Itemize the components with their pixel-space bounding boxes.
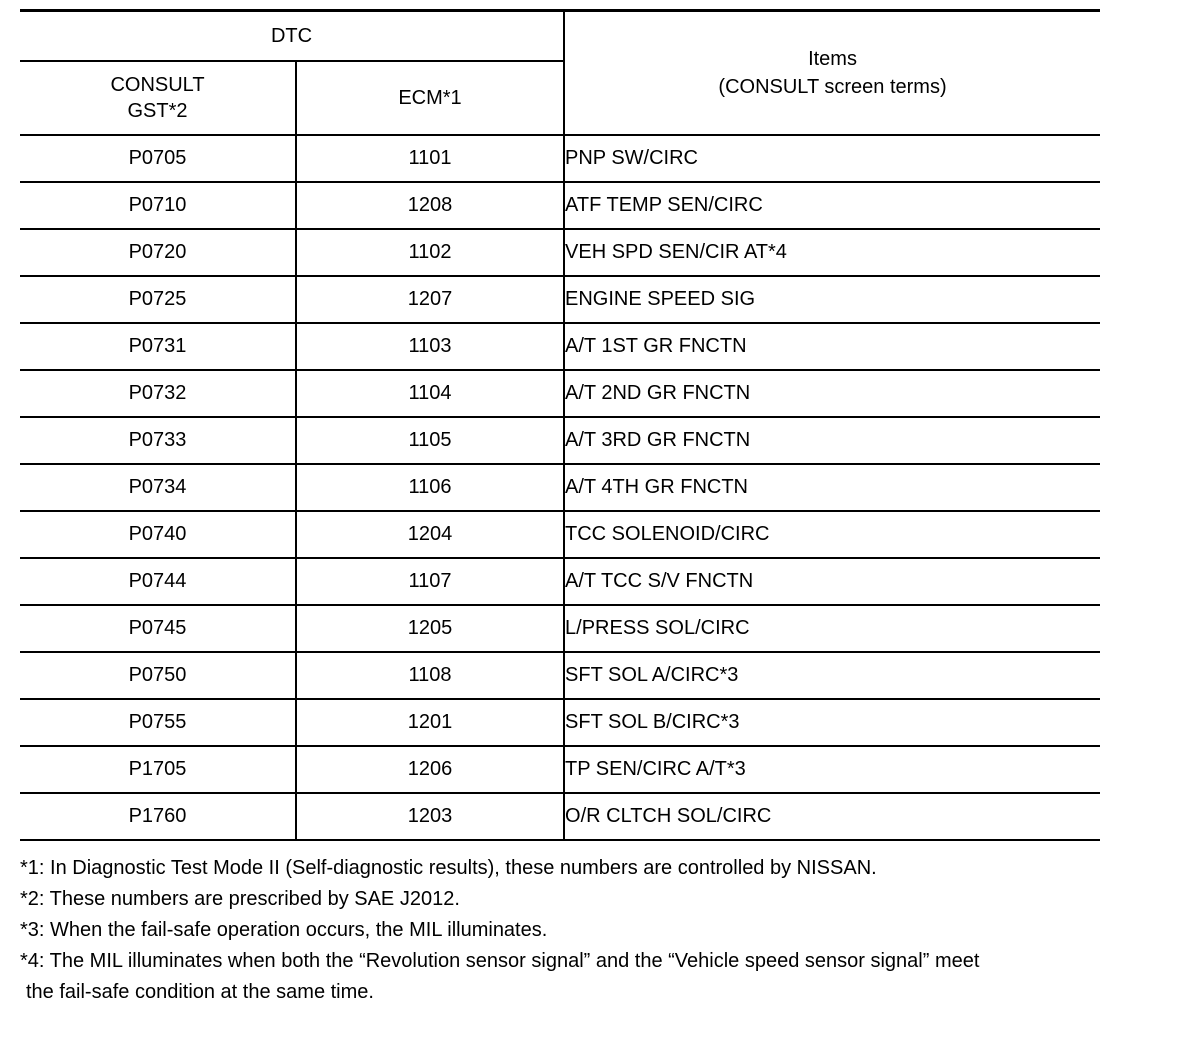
footnote-4-continued: the fail-safe condition at the same time.: [26, 981, 374, 1003]
dtc-code-cell: P0705: [20, 135, 296, 182]
table-row: [20, 323, 1100, 370]
item-cell: A/T 1ST GR FNCTN: [564, 323, 1100, 370]
item-cell: TP SEN/CIRC A/T*3: [564, 746, 1100, 793]
table-row: [20, 699, 1100, 746]
dtc-code-cell: P0734: [20, 464, 296, 511]
ecm-code-cell: 1203: [296, 793, 564, 840]
dtc-table-header: [20, 11, 1100, 136]
header-consult-gst: [20, 61, 296, 135]
header-gst: GST*2: [127, 100, 188, 122]
ecm-code-cell: 1106: [296, 464, 564, 511]
dtc-code-cell: P0731: [20, 323, 296, 370]
ecm-code-cell: 1107: [296, 558, 564, 605]
ecm-code-cell: 1205: [296, 605, 564, 652]
ecm-code-cell: 1204: [296, 511, 564, 558]
footnote-1: *1: In Diagnostic Test Mode II (Self-diagnostic results), these numbers are controlled by NISSAN.: [20, 857, 877, 879]
item-cell: A/T 2ND GR FNCTN: [564, 370, 1100, 417]
dtc-table: [20, 9, 1100, 841]
table-row: [20, 511, 1100, 558]
item-cell: PNP SW/CIRC: [564, 135, 1100, 182]
table-row: [20, 417, 1100, 464]
footnote-3: *3: When the fail-safe operation occurs, the MIL illuminates.: [20, 919, 548, 941]
ecm-code-cell: 1201: [296, 699, 564, 746]
table-row: [20, 464, 1100, 511]
ecm-code-cell: 1103: [296, 323, 564, 370]
dtc-code-cell: P0710: [20, 182, 296, 229]
item-cell: ENGINE SPEED SIG: [564, 276, 1100, 323]
dtc-code-cell: P0744: [20, 558, 296, 605]
table-row: [20, 652, 1100, 699]
ecm-code-cell: 1206: [296, 746, 564, 793]
table-row: [20, 793, 1100, 840]
dtc-code-cell: P1705: [20, 746, 296, 793]
ecm-code-cell: 1104: [296, 370, 564, 417]
dtc-code-cell: P0733: [20, 417, 296, 464]
dtc-code-cell: P0720: [20, 229, 296, 276]
ecm-code-cell: 1102: [296, 229, 564, 276]
table-row: [20, 370, 1100, 417]
item-cell: TCC SOLENOID/CIRC: [564, 511, 1100, 558]
dtc-code-cell: P0740: [20, 511, 296, 558]
ecm-code-cell: 1207: [296, 276, 564, 323]
header-items-title: Items: [808, 48, 857, 70]
ecm-code-cell: 1208: [296, 182, 564, 229]
item-cell: L/PRESS SOL/CIRC: [564, 605, 1100, 652]
dtc-code-cell: P0732: [20, 370, 296, 417]
table-row: [20, 558, 1100, 605]
item-cell: A/T TCC S/V FNCTN: [564, 558, 1100, 605]
dtc-code-cell: P0755: [20, 699, 296, 746]
footnote-2: *2: These numbers are prescribed by SAE J2012.: [20, 888, 460, 910]
item-cell: O/R CLTCH SOL/CIRC: [564, 793, 1100, 840]
ecm-code-cell: 1105: [296, 417, 564, 464]
header-consult: CONSULT: [110, 74, 205, 96]
ecm-code-cell: 1108: [296, 652, 564, 699]
item-cell: SFT SOL A/CIRC*3: [564, 652, 1100, 699]
table-row: [20, 276, 1100, 323]
dtc-code-cell: P0745: [20, 605, 296, 652]
dtc-table-body: [20, 135, 1100, 840]
footnotes: [20, 853, 1160, 1008]
table-row: [20, 229, 1100, 276]
header-items-subtitle: (CONSULT screen terms): [718, 76, 947, 98]
table-row: [20, 605, 1100, 652]
header-items: [564, 11, 1100, 136]
item-cell: SFT SOL B/CIRC*3: [564, 699, 1100, 746]
dtc-code-cell: P0750: [20, 652, 296, 699]
table-row: [20, 135, 1100, 182]
item-cell: A/T 4TH GR FNCTN: [564, 464, 1100, 511]
item-cell: VEH SPD SEN/CIR AT*4: [564, 229, 1100, 276]
item-cell: ATF TEMP SEN/CIRC: [564, 182, 1100, 229]
dtc-code-cell: P1760: [20, 793, 296, 840]
item-cell: A/T 3RD GR FNCTN: [564, 417, 1100, 464]
footnote-4: *4: The MIL illuminates when both the “Revolution sensor signal” and the “Vehicle speed sensor signal” meet: [20, 950, 980, 972]
header-ecm: ECM*1: [296, 61, 564, 135]
dtc-code-cell: P0725: [20, 276, 296, 323]
dtc-document: [20, 9, 1100, 1008]
table-row: [20, 746, 1100, 793]
ecm-code-cell: 1101: [296, 135, 564, 182]
header-dtc: DTC: [20, 11, 564, 62]
table-row: [20, 182, 1100, 229]
